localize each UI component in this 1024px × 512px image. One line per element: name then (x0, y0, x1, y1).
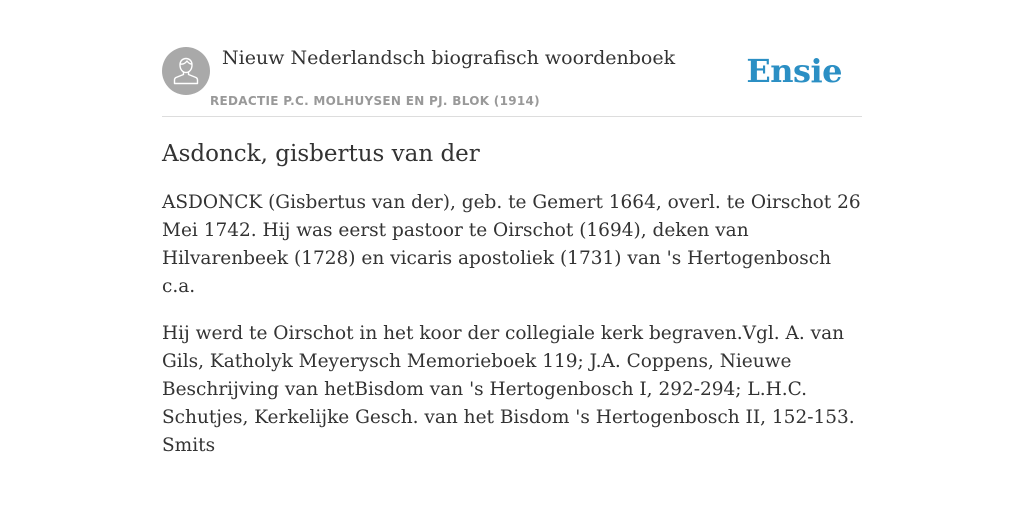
article-paragraph: ASDONCK (Gisbertus van der), geb. te Gemert 1664, overl. te Oirschot 26 Mei 1742. Hij was eerst pastoor te Oirschot (1694), deken van Hilvarenbeek (1728) en vicaris apostoliek (1731) van 's Hertogenbosch c.a. (162, 192, 861, 297)
avatar[interactable] (162, 47, 210, 95)
source-editors: REDACTIE P.C. MOLHUYSEN EN PJ. BLOK (1914) (210, 94, 540, 108)
article-body (162, 189, 862, 460)
source-header (162, 44, 862, 117)
article (162, 138, 862, 460)
user-icon (172, 56, 200, 86)
article-paragraph: Hij werd te Oirschot in het koor der collegiale kerk begraven.Vgl. A. van Gils, Katholyk Meyerysch Memorieboek 119; J.A. Coppens, Nieuwe Beschrijving van hetBisdom van 's Hertogenbosch I, 292-294; L.H.C. Schutjes, Kerkelijke Gesch. van het Bisdom 's Hertogenbosch II, 152-153. Smits (162, 323, 855, 456)
article-title: Asdonck, gisbertus van der (162, 141, 480, 167)
ensie-logo[interactable]: Ensie (746, 52, 842, 90)
source-title[interactable]: Nieuw Nederlandsch biografisch woordenboek (222, 47, 676, 69)
